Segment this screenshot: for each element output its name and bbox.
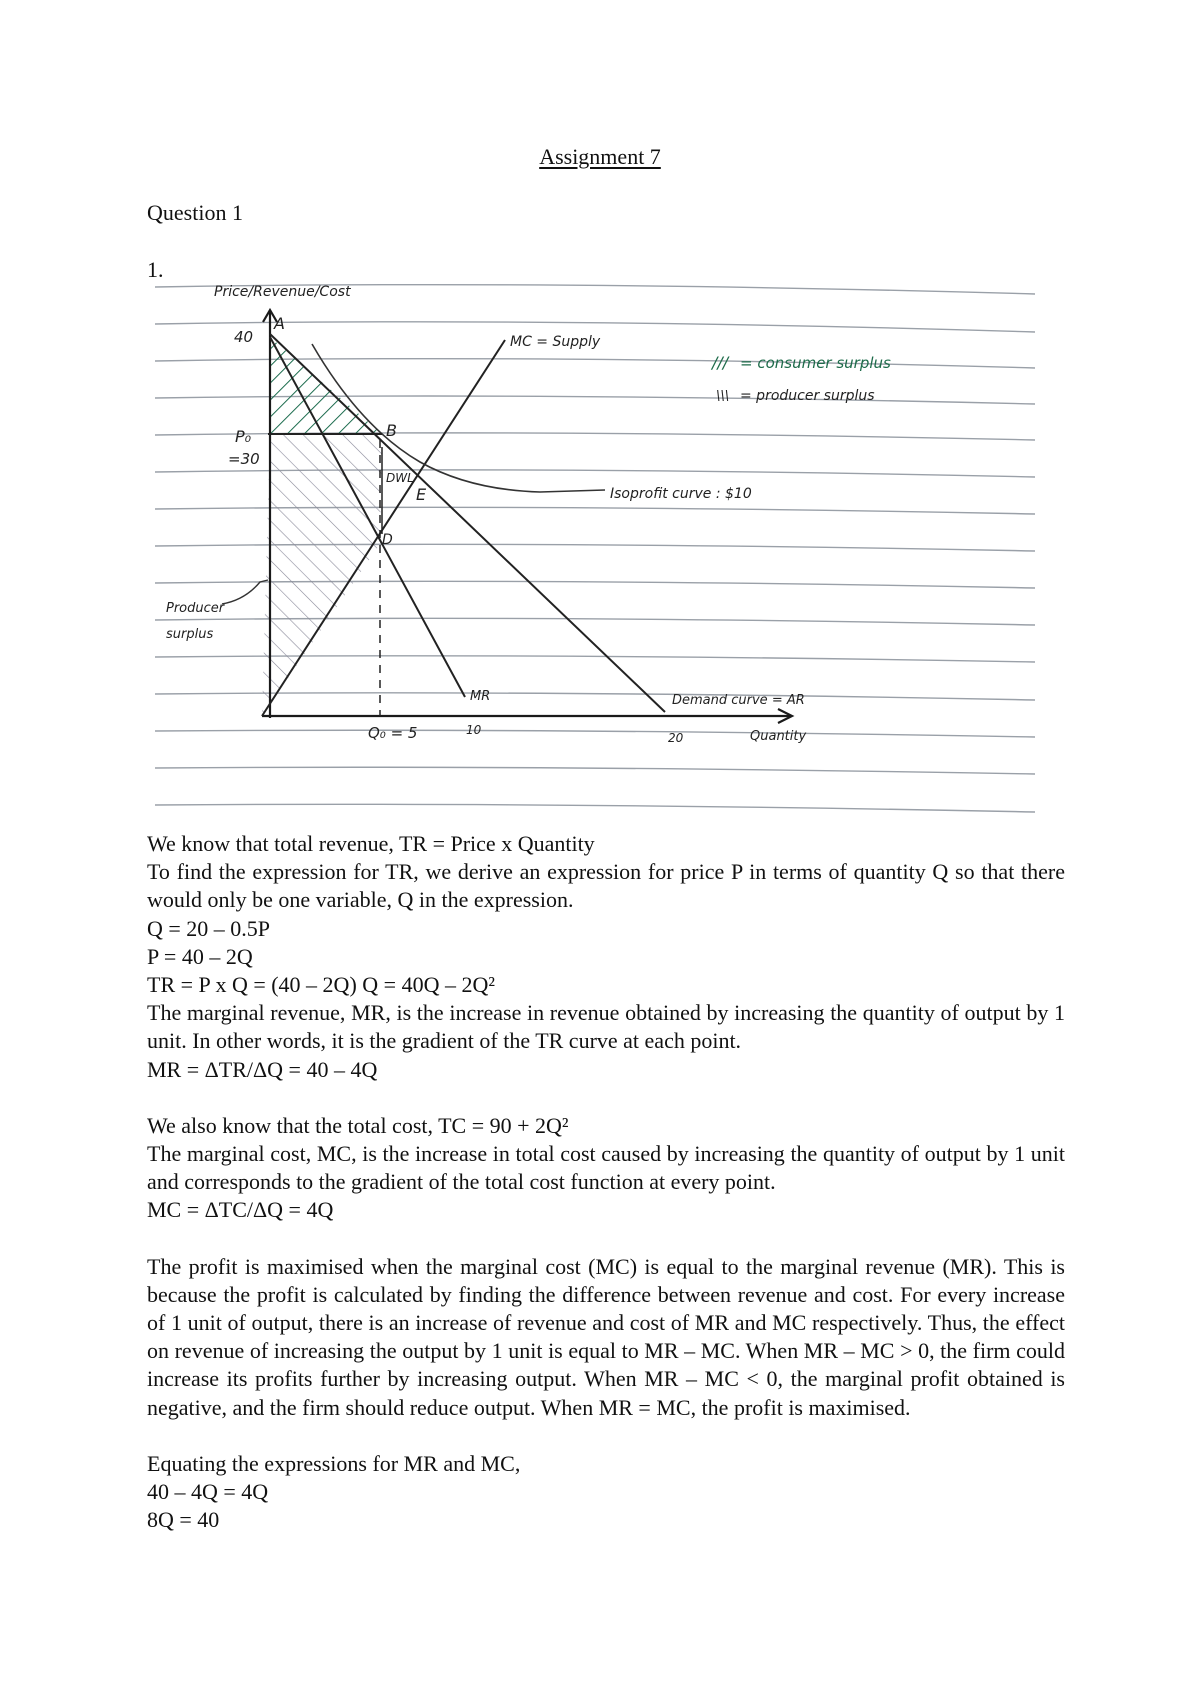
dwl-label: DWL (386, 471, 414, 485)
legend-producer-symbol: \\\ (716, 389, 730, 404)
point-a-label: A (274, 314, 285, 333)
demand-label: Demand curve = AR (672, 693, 805, 708)
equation-tr: TR = P x Q = (40 – 2Q) Q = 40Q – 2Q² (147, 972, 495, 998)
point-e-label: E (416, 485, 427, 504)
equation-mr-eq-mc: 40 – 4Q = 4Q (147, 1479, 269, 1505)
y-axis-label: Price/Revenue/Cost (214, 284, 351, 300)
paragraph-mr-definition: The marginal revenue, MR, is the increase in revenue obtained by increasing the quantity of output by 1 unit. In other words, it is the gradient of the TR curve at each point. (147, 1000, 1065, 1054)
equation-p: P = 40 – 2Q (147, 943, 253, 969)
y-tick-40: 40 (234, 328, 254, 346)
question-label: Question 1 (147, 200, 243, 225)
producer-annotation-line1: Producer (166, 601, 225, 616)
mc-label: MC = Supply (510, 334, 601, 350)
x-tick-10: 10 (466, 723, 482, 737)
spacer (147, 1225, 1065, 1253)
q0-label: Q₀ = 5 (368, 724, 418, 742)
paragraph-tc: We also know that the total cost, TC = 90 + 2Q² (147, 1112, 569, 1138)
x-axis-label: Quantity (750, 729, 807, 744)
spacer (147, 1084, 1065, 1112)
equation-mc: MC = ΔTC/ΔQ = 4Q (147, 1197, 334, 1223)
equation-mr: MR = ΔTR/ΔQ = 40 – 4Q (147, 1056, 378, 1082)
paragraph-tr-method: To find the expression for TR, we derive an expression for price P in terms of quantity Q so that there would only be one variable, Q in the expression. (147, 859, 1065, 913)
legend-consumer-symbol: /// (712, 353, 729, 372)
x-tick-20: 20 (668, 731, 684, 745)
producer-surplus-hatch (250, 422, 410, 732)
equation-q: Q = 20 – 0.5P (147, 915, 271, 941)
p0-label: P₀ (235, 427, 252, 446)
legend-producer: = producer surplus (740, 388, 875, 404)
mr-label: MR (470, 689, 491, 704)
spacer (147, 1422, 1065, 1450)
equation-8q: 8Q = 40 (147, 1507, 220, 1533)
handdrawn-diagram (150, 282, 1038, 830)
paragraph-tr-definition: We know that total revenue, TR = Price x Quantity (147, 831, 595, 856)
paragraph-equating: Equating the expressions for MR and MC, (147, 1450, 521, 1476)
p0-value: =30 (228, 450, 260, 468)
point-b-label: B (386, 421, 397, 440)
body-text (147, 830, 1065, 1534)
isoprofit-label: Isoprofit curve : $10 (610, 486, 752, 502)
paragraph-profit-max: The profit is maximised when the marginal cost (MC) is equal to the marginal revenue (MR). This is because the profit is calculated by finding the difference between revenue and cost. For every increase of 1 unit of output, there is an increase of revenue and cost of MR and MC respectively. Thus, the effect on revenue of increasing the output by 1 unit is equal to MR – MC. When MR – MC > 0, the firm could increase its profits further by increasing output. When MR – MC < 0, the marginal profit obtained is negative, and the firm should reduce output. When MR = MC, the profit is maximised. (147, 1253, 1065, 1420)
paragraph-mc-definition: The marginal cost, MC, is the increase in total cost caused by increasing the quantity of output by 1 unit and corresponds to the gradient of the total cost function at every point. (147, 1141, 1065, 1195)
producer-annotation-line2: surplus (166, 627, 214, 642)
document-title: Assignment 7 (539, 144, 661, 169)
legend-consumer: = consumer surplus (740, 354, 891, 372)
part-label: 1. (147, 257, 164, 282)
point-d-label: D (382, 532, 393, 548)
producer-annotation-arrow (222, 580, 268, 604)
